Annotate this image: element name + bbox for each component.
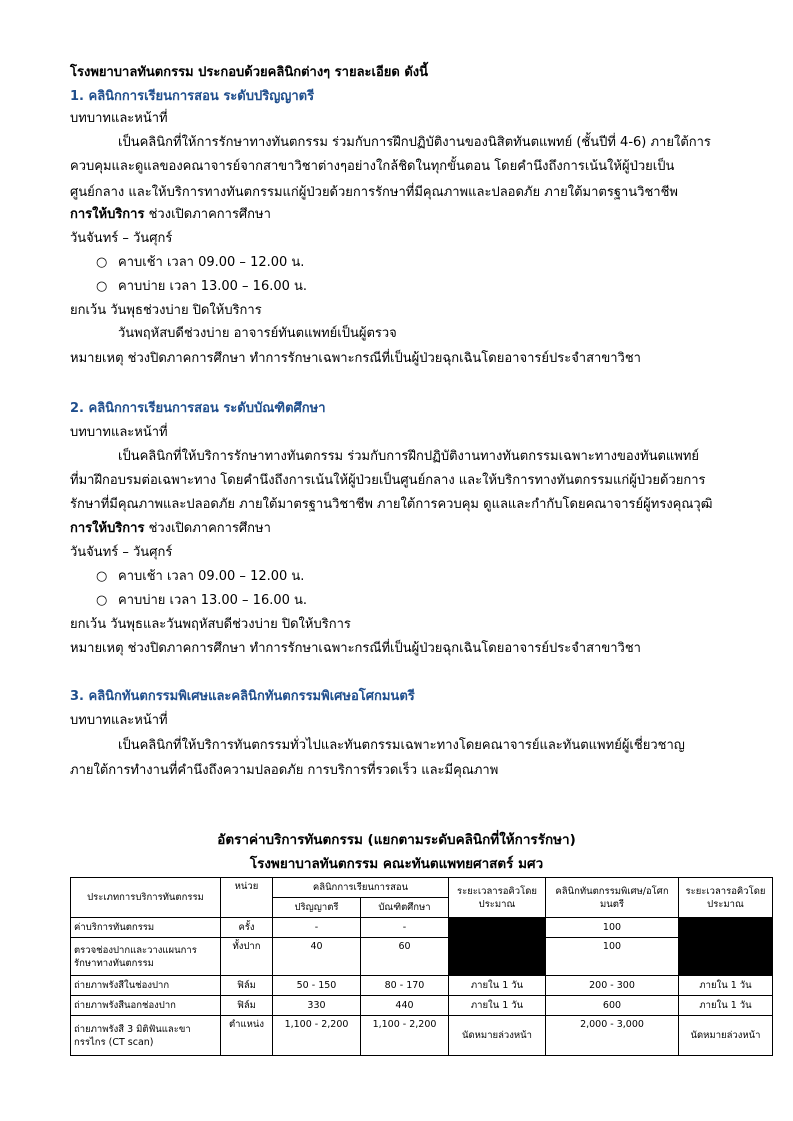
section1-note: หมายเหตุ ช่วงปิดภาคการศึกษา ทำการรักษาเฉพาะกรณีที่เป็นผู้ป่วยฉุกเฉินโดยอาจารย์ประจำสาขาวิชา bbox=[70, 351, 641, 366]
bullet-circle-icon: ○ bbox=[96, 569, 108, 584]
section1-except2: วันพฤหัสบดีช่วงบ่าย อาจารย์ทันตแพทย์เป็นผู้ตรวจ bbox=[118, 326, 397, 341]
section2-para-line: ที่มาฝึกอบรมต่อเฉพาะทาง โดยคำนึงถึงการเน้นให้ผู้ป่วยเป็นศูนย์กลาง และให้บริการทางทันตกรรมแก่ผู้ป่วยด้วยการ bbox=[70, 473, 706, 488]
table-row bbox=[71, 996, 773, 1016]
cell-bachelor: 50 - 150 bbox=[273, 976, 361, 996]
cell-graduate: 440 bbox=[361, 996, 449, 1016]
cell-unit: ตำแหน่ง bbox=[221, 1016, 273, 1056]
cell-bachelor: - bbox=[273, 918, 361, 938]
section2-service bbox=[70, 520, 271, 538]
cell-bachelor: 1,100 - 2,200 bbox=[273, 1016, 361, 1056]
bullet-circle-icon: ○ bbox=[96, 255, 108, 270]
section1-heading: 1. คลินิกการเรียนการสอน ระดับปริญญาตรี bbox=[70, 89, 315, 104]
table-title: อัตราค่าบริการทันตกรรม (แยกตามระดับคลินิกที่ให้การรักษา) bbox=[217, 832, 576, 848]
header-bachelor: ปริญญาตรี bbox=[273, 898, 361, 918]
cell-wait: นัดหมายล่วงหน้า bbox=[449, 1016, 546, 1056]
section2-service-text: ช่วงเปิดภาคการศึกษา bbox=[144, 521, 271, 536]
intro-heading: โรงพยาบาลทันตกรรม ประกอบด้วยคลินิกต่างๆ รายละเอียด ดังนี้ bbox=[70, 65, 429, 80]
section1-except1: ยกเว้น วันพุธช่วงบ่าย ปิดให้บริการ bbox=[70, 303, 262, 318]
header-wait-time: ระยะเวลารอคิวโดยประมาณ bbox=[679, 878, 773, 918]
section1-para-line: ศูนย์กลาง และให้บริการทางทันตกรรมแก่ผู้ป่วยด้วยการรักษาที่มีคุณภาพและปลอดภัย ภายใต้มาตรฐานวิชาชีพ bbox=[70, 185, 678, 200]
header-unit: หน่วย bbox=[221, 878, 273, 918]
cell-wait: ภายใน 1 วัน bbox=[449, 976, 546, 996]
section2-service-label: การให้บริการ bbox=[70, 521, 145, 536]
cell-bachelor: 330 bbox=[273, 996, 361, 1016]
cell-special: 100 bbox=[546, 938, 679, 976]
section2-note: หมายเหตุ ช่วงปิดภาคการศึกษา ทำการรักษาเฉพาะกรณีที่เป็นผู้ป่วยฉุกเฉินโดยอาจารย์ประจำสาขาวิชา bbox=[70, 641, 641, 656]
header-wait-time: ระยะเวลารอคิวโดยประมาณ bbox=[449, 878, 546, 918]
cell-blacked-out bbox=[449, 918, 546, 976]
cell-unit: ฟิล์ม bbox=[221, 996, 273, 1016]
cell-graduate: 80 - 170 bbox=[361, 976, 449, 996]
section2-morning: คาบเช้า เวลา 09.00 – 12.00 น. bbox=[118, 569, 305, 584]
table-row bbox=[71, 938, 773, 976]
cell-graduate: - bbox=[361, 918, 449, 938]
section1-role-label: บทบาทและหน้าที่ bbox=[70, 111, 168, 126]
section1-para-line: ควบคุมและดูแลของคณาจารย์จากสาขาวิชาต่างๆอย่างใกล้ชิดในทุกขั้นตอน โดยคำนึงถึงการเน้นให้ผู้ป่วยเป็น bbox=[70, 159, 675, 174]
section3-role-label: บทบาทและหน้าที่ bbox=[70, 713, 168, 728]
bullet-circle-icon: ○ bbox=[96, 279, 108, 294]
cell-wait: นัดหมายล่วงหน้า bbox=[679, 1016, 773, 1056]
table-header-row bbox=[71, 878, 773, 898]
cell-service: ตรวจช่องปากและวางแผนการรักษาทางทันตกรรม bbox=[71, 938, 221, 976]
section1-service-text: ช่วงเปิดภาคการศึกษา bbox=[144, 207, 271, 222]
header-service-type: ประเภทการบริการทันตกรรม bbox=[71, 878, 221, 918]
section1-service-label: การให้บริการ bbox=[70, 207, 145, 222]
section2-para-line: เป็นคลินิกที่ให้บริการรักษาทางทันตกรรม ร่วมกับการฝึกปฏิบัติงานทางทันตกรรมเฉพาะทางของทันตแพทย์ bbox=[118, 449, 700, 464]
cell-wait: ภายใน 1 วัน bbox=[679, 976, 773, 996]
section3-heading: 3. คลินิกทันตกรรมพิเศษและคลินิกทันตกรรมพิเศษอโศกมนตรี bbox=[70, 689, 415, 704]
section1-service bbox=[70, 206, 271, 224]
cell-unit: ครั้ง bbox=[221, 918, 273, 938]
header-teaching-clinic: คลินิกการเรียนการสอน bbox=[273, 878, 449, 898]
cell-blacked-out bbox=[679, 918, 773, 976]
cell-service: ถ่ายภาพรังสีในช่องปาก bbox=[71, 976, 221, 996]
rates-table bbox=[70, 877, 773, 1056]
section1-afternoon: คาบบ่าย เวลา 13.00 – 16.00 น. bbox=[118, 279, 308, 294]
cell-graduate: 1,100 - 2,200 bbox=[361, 1016, 449, 1056]
section2-except1: ยกเว้น วันพุธและวันพฤหัสบดีช่วงบ่าย ปิดให้บริการ bbox=[70, 617, 351, 632]
cell-special: 2,000 - 3,000 bbox=[546, 1016, 679, 1056]
cell-service: ถ่ายภาพรังสีนอกช่องปาก bbox=[71, 996, 221, 1016]
section2-para-line: รักษาที่มีคุณภาพและปลอดภัย ภายใต้มาตรฐานวิชาชีพ ภายใต้การควบคุม ดูแลและกำกับโดยคณาจารย์ผู้ทรงคุณวุฒิ bbox=[70, 497, 713, 512]
table-row bbox=[71, 1016, 773, 1056]
cell-special: 600 bbox=[546, 996, 679, 1016]
section2-days: วันจันทร์ – วันศุกร์ bbox=[70, 545, 173, 560]
section3-para-line: ภายใต้การทำงานที่คำนึงถึงความปลอดภัย การบริการที่รวดเร็ว และมีคุณภาพ bbox=[70, 763, 499, 778]
section1-morning: คาบเช้า เวลา 09.00 – 12.00 น. bbox=[118, 255, 305, 270]
header-graduate: บัณฑิตศึกษา bbox=[361, 898, 449, 918]
cell-special: 200 - 300 bbox=[546, 976, 679, 996]
cell-bachelor: 40 bbox=[273, 938, 361, 976]
bullet-circle-icon: ○ bbox=[96, 593, 108, 608]
cell-graduate: 60 bbox=[361, 938, 449, 976]
section2-role-label: บทบาทและหน้าที่ bbox=[70, 425, 168, 440]
section3-para-line: เป็นคลินิกที่ให้บริการทันตกรรมทั่วไปและทันตกรรมเฉพาะทางโดยคณาจารย์และทันตแพทย์ผู้เชี่ยวชาญ bbox=[118, 738, 685, 753]
table-row bbox=[71, 976, 773, 996]
section1-days: วันจันทร์ – วันศุกร์ bbox=[70, 231, 173, 246]
cell-unit: ทั้งปาก bbox=[221, 938, 273, 976]
section2-heading: 2. คลินิกการเรียนการสอน ระดับบัณฑิตศึกษา bbox=[70, 401, 326, 416]
cell-wait: ภายใน 1 วัน bbox=[449, 996, 546, 1016]
cell-service: ค่าบริการทันตกรรม bbox=[71, 918, 221, 938]
cell-wait: ภายใน 1 วัน bbox=[679, 996, 773, 1016]
cell-special: 100 bbox=[546, 918, 679, 938]
header-special-clinic: คลินิกทันตกรรมพิเศษ/อโศกมนตรี bbox=[546, 878, 679, 918]
table-row bbox=[71, 918, 773, 938]
table-subtitle: โรงพยาบาลทันตกรรม คณะทันตแพทยศาสตร์ มศว bbox=[249, 856, 544, 872]
section1-para-line: เป็นคลินิกที่ให้การรักษาทางทันตกรรม ร่วมกับการฝึกปฏิบัติงานของนิสิตทันตแพทย์ (ชั้นปีที่ 4-6) ภายใต้การ bbox=[118, 135, 711, 150]
cell-unit: ฟิล์ม bbox=[221, 976, 273, 996]
cell-service: ถ่ายภาพรังสี 3 มิติฟันและขากรรไกร (CT scan) bbox=[71, 1016, 221, 1056]
section2-afternoon: คาบบ่าย เวลา 13.00 – 16.00 น. bbox=[118, 593, 308, 608]
